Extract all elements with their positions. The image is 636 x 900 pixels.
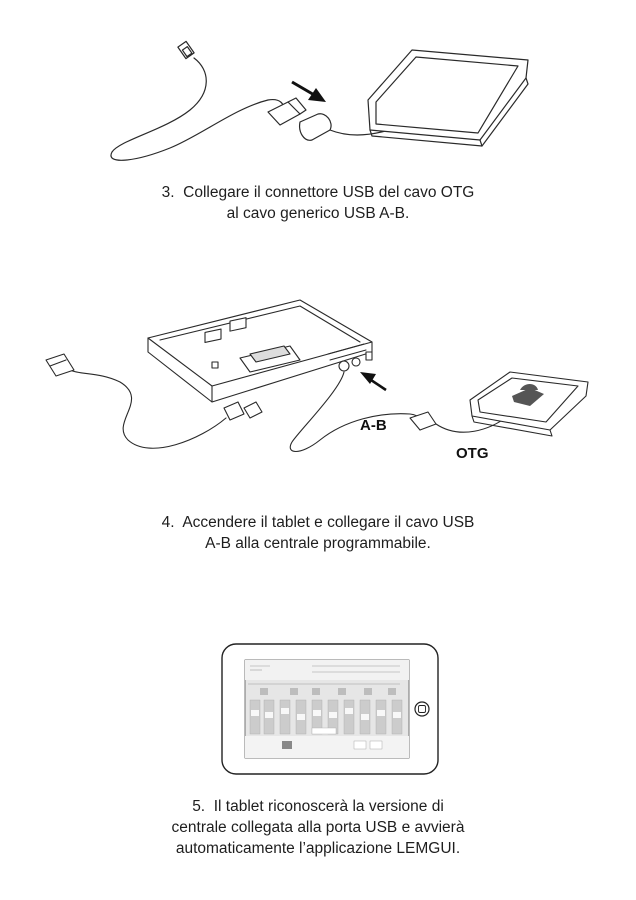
step3-illustration [0,30,636,175]
ab-cable-label: A-B [360,417,387,434]
step5-line-2: centrale collegata alla porta USB e avvierà [171,819,465,836]
usb-connector-icon [178,41,194,58]
step4-caption [0,512,636,554]
step3-line-1: 3. Collegare il connettore USB del cavo OTG [161,184,475,201]
otg-to-ab-diagram [0,30,636,175]
step3-caption [0,182,636,224]
usb-connector-icon [268,98,306,125]
tablet-icon [222,644,438,774]
otg-cable-label: OTG [456,445,489,462]
arrow-icon [360,372,386,390]
step5-line-1: 5. Il tablet riconoscerà la versione di [192,798,444,815]
control-unit-icon [148,300,372,420]
step5-line-3: automaticamente l’applicazione LEMGUI. [175,840,461,857]
step3-line-2: al cavo generico USB A-B. [226,205,410,222]
step4-line-1: 4. Accendere il tablet e collegare il cavo USB [161,514,475,531]
step5-illustration [0,640,636,780]
tablet-icon [368,50,528,146]
tablet-app-diagram [0,640,636,780]
home-button-icon [415,702,429,716]
control-unit-diagram [0,290,636,480]
usb-connector-icon [46,354,74,376]
step4-illustration [0,290,636,480]
step5-caption [0,796,636,859]
step4-line-2: A-B alla centrale programmabile. [205,535,431,552]
